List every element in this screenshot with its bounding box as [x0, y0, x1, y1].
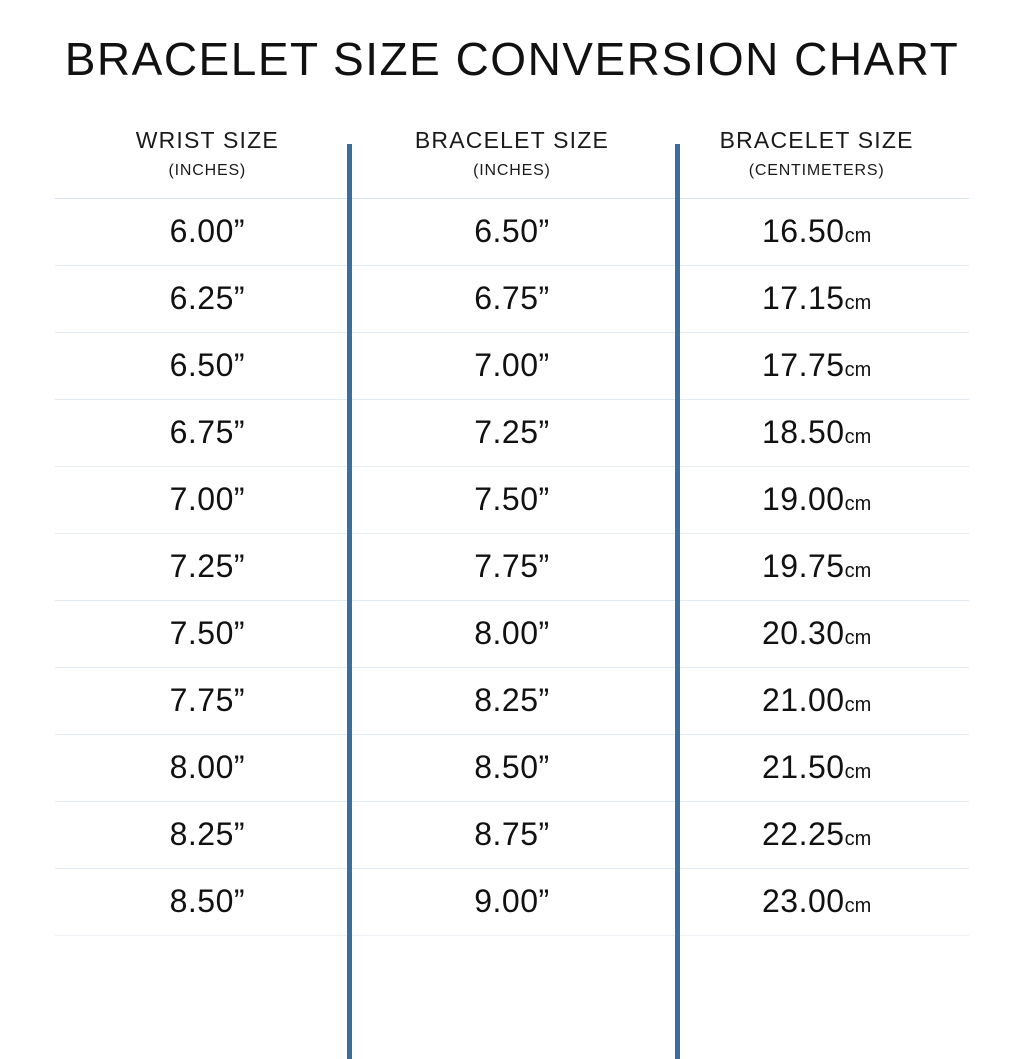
cell-unit: cm — [844, 292, 872, 315]
table-row — [55, 265, 969, 332]
column-header-bracelet-size-inches — [360, 126, 665, 198]
cell-bracelet-inches: 8.00” — [360, 600, 665, 667]
cell-bracelet-centimeters — [664, 600, 969, 667]
cell-wrist-size: 7.25” — [55, 533, 360, 600]
cell-value: 19.75 — [762, 548, 845, 585]
table-row — [55, 466, 969, 533]
cell-bracelet-inches: 8.50” — [360, 734, 665, 801]
table-row — [55, 868, 969, 935]
cell-bracelet-inches: 7.00” — [360, 332, 665, 399]
column-divider-2 — [675, 144, 680, 1059]
cell-wrist-size: 6.25” — [55, 265, 360, 332]
cell-wrist-size: 7.75” — [55, 667, 360, 734]
cell-unit: cm — [844, 493, 872, 516]
cell-unit: cm — [844, 359, 872, 382]
cell-bracelet-centimeters — [664, 265, 969, 332]
conversion-table-wrapper — [55, 126, 969, 936]
column-header-wrist-size — [55, 126, 360, 198]
column-header-main: WRIST SIZE — [135, 127, 279, 153]
cell-bracelet-inches: 9.00” — [360, 868, 665, 935]
column-header-main: BRACELET SIZE — [719, 127, 914, 153]
cell-value: 20.30 — [762, 615, 845, 652]
cell-wrist-size: 6.50” — [55, 332, 360, 399]
cell-value: 21.00 — [762, 682, 845, 719]
cell-unit: cm — [844, 225, 872, 248]
cell-wrist-size: 7.50” — [55, 600, 360, 667]
cell-bracelet-inches: 7.50” — [360, 466, 665, 533]
cell-bracelet-inches: 8.75” — [360, 801, 665, 868]
cell-unit: cm — [844, 426, 872, 449]
column-header-bracelet-size-centimeters — [664, 126, 969, 198]
cell-bracelet-centimeters — [664, 533, 969, 600]
cell-wrist-size: 7.00” — [55, 466, 360, 533]
cell-unit: cm — [844, 828, 872, 851]
cell-value: 17.15 — [762, 280, 845, 317]
column-header-sub: (INCHES) — [168, 161, 247, 179]
size-chart-page — [0, 32, 1024, 1056]
table-row — [55, 600, 969, 667]
cell-wrist-size: 8.25” — [55, 801, 360, 868]
cell-bracelet-centimeters — [664, 734, 969, 801]
cell-bracelet-centimeters — [664, 466, 969, 533]
table-row — [55, 734, 969, 801]
cell-value: 21.50 — [762, 749, 845, 786]
cell-bracelet-inches: 6.75” — [360, 265, 665, 332]
table-row — [55, 198, 969, 265]
cell-unit: cm — [844, 694, 872, 717]
cell-bracelet-inches: 6.50” — [360, 198, 665, 265]
cell-bracelet-centimeters — [664, 198, 969, 265]
column-header-sub: (CENTIMETERS) — [748, 161, 885, 179]
cell-value: 17.75 — [762, 347, 845, 384]
cell-wrist-size: 6.75” — [55, 399, 360, 466]
cell-unit: cm — [844, 895, 872, 918]
cell-unit: cm — [844, 560, 872, 583]
column-divider-1 — [347, 144, 352, 1059]
table-row — [55, 332, 969, 399]
column-header-sub: (INCHES) — [473, 161, 551, 179]
page-title: BRACELET SIZE CONVERSION CHART — [64, 33, 960, 85]
table-row — [55, 667, 969, 734]
cell-unit: cm — [844, 761, 872, 784]
column-header-main: BRACELET SIZE — [414, 127, 609, 153]
conversion-table — [55, 126, 969, 936]
cell-value: 19.00 — [762, 481, 845, 518]
cell-wrist-size: 8.00” — [55, 734, 360, 801]
table-header — [55, 126, 969, 198]
table-row — [55, 801, 969, 868]
table-header-row — [55, 126, 969, 198]
cell-value: 18.50 — [762, 414, 845, 451]
cell-wrist-size: 6.00” — [55, 198, 360, 265]
table-row — [55, 399, 969, 466]
cell-bracelet-inches: 7.75” — [360, 533, 665, 600]
cell-bracelet-centimeters — [664, 868, 969, 935]
table-row — [55, 533, 969, 600]
cell-value: 16.50 — [762, 213, 845, 250]
cell-value: 22.25 — [762, 816, 845, 853]
cell-bracelet-centimeters — [664, 801, 969, 868]
cell-bracelet-inches: 7.25” — [360, 399, 665, 466]
cell-bracelet-inches: 8.25” — [360, 667, 665, 734]
cell-bracelet-centimeters — [664, 399, 969, 466]
cell-value: 23.00 — [762, 883, 845, 920]
cell-bracelet-centimeters — [664, 332, 969, 399]
cell-unit: cm — [844, 627, 872, 650]
cell-bracelet-centimeters — [664, 667, 969, 734]
cell-wrist-size: 8.50” — [55, 868, 360, 935]
table-body — [55, 198, 969, 935]
